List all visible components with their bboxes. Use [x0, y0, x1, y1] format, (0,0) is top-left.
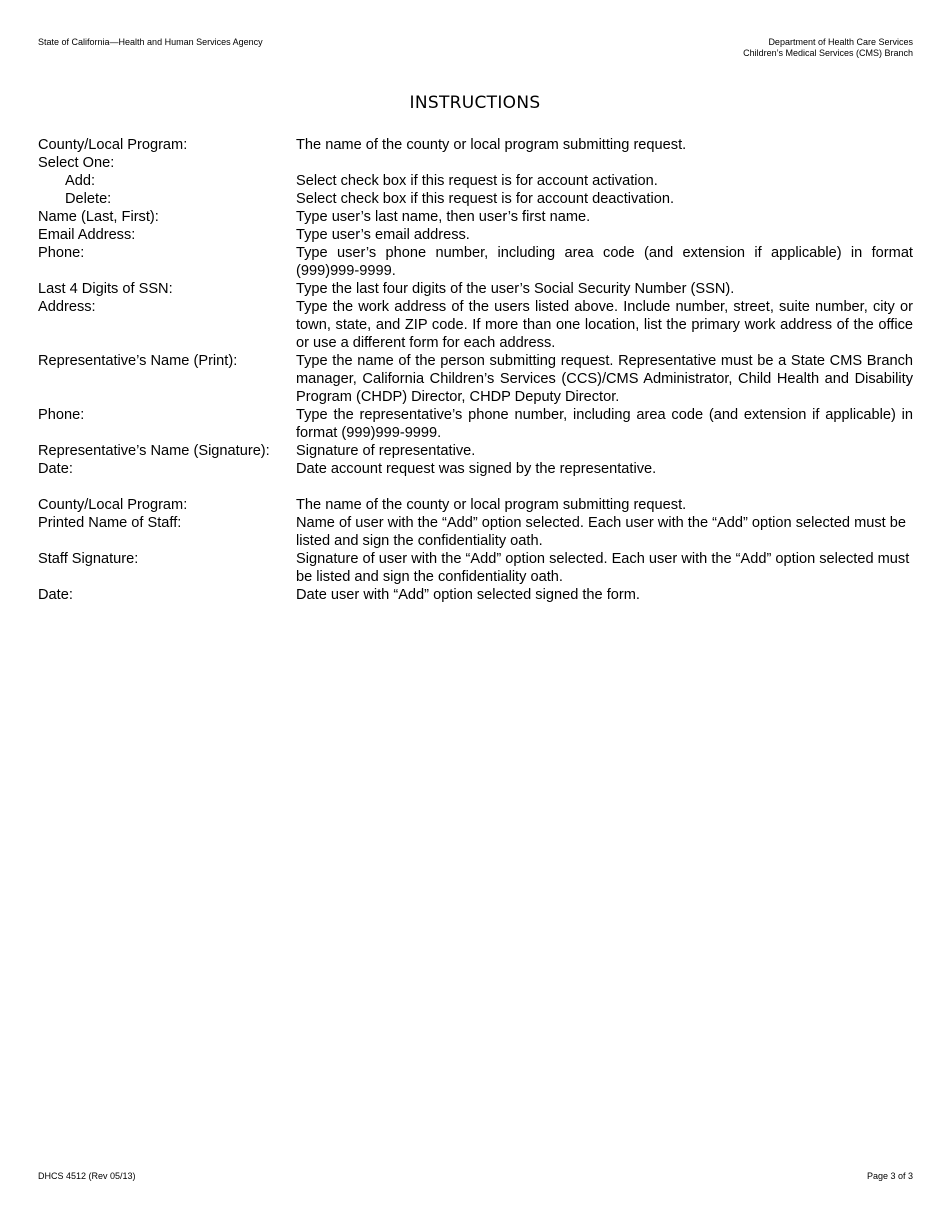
instruction-row [38, 244, 913, 280]
instruction-row [38, 550, 913, 586]
instruction-row [38, 352, 913, 406]
instruction-description: The name of the county or local program submitting request. [296, 137, 687, 153]
instruction-row [38, 442, 913, 460]
instruction-label: Last 4 Digits of SSN: [38, 281, 173, 297]
header-department-block [743, 37, 913, 59]
instruction-description: Type the last four digits of the user’s Social Security Number (SSN). [296, 281, 735, 297]
instruction-description: Type user’s email address. [296, 227, 470, 243]
instruction-description: Type the name of the person submitting request. Representative must be a State CMS Branch manager, California Children’s Services (CCS)/CMS Administrator, Child Health and Disability Program (CHDP) Director, CHDP Deputy Director. [296, 353, 913, 405]
instruction-label: Printed Name of Staff: [38, 515, 182, 531]
instruction-description: Type user’s last name, then user’s first name. [296, 209, 591, 225]
instruction-label: County/Local Program: [38, 137, 188, 153]
instruction-row [38, 460, 913, 478]
instruction-description: Signature of representative. [296, 443, 476, 459]
instruction-row [38, 298, 913, 352]
instruction-label: Address: [38, 299, 96, 315]
instruction-label: Representative’s Name (Signature): [38, 443, 270, 459]
instruction-row [38, 514, 913, 550]
instruction-label: Delete: [65, 191, 112, 207]
instruction-row [38, 136, 913, 154]
instruction-row [38, 190, 913, 208]
instruction-label: Date: [38, 587, 73, 603]
instruction-label: Email Address: [38, 227, 136, 243]
instruction-row [38, 280, 913, 298]
instruction-row [38, 406, 913, 442]
instruction-label: Phone: [38, 407, 85, 423]
instruction-label: Name (Last, First): [38, 209, 159, 225]
section-spacer [38, 478, 913, 496]
instruction-row [38, 586, 913, 604]
header-agency: State of California—Health and Human Services Agency [38, 37, 263, 47]
instruction-row [38, 208, 913, 226]
footer-page-number: Page 3 of 3 [866, 1171, 913, 1181]
instruction-label: Add: [65, 173, 96, 189]
instruction-row [38, 154, 913, 172]
instruction-label: Select One: [38, 155, 115, 171]
page-title: INSTRUCTIONS [409, 93, 541, 113]
instruction-row [38, 226, 913, 244]
header-department: Department of Health Care Services [768, 37, 913, 47]
instruction-row [38, 172, 913, 190]
instruction-description: Date user with “Add” option selected signed the form. [296, 587, 640, 603]
instruction-description: Type the representative’s phone number, including area code (and extension if applicable) in format (999)999-9999. [296, 407, 913, 441]
instruction-label: Representative’s Name (Print): [38, 353, 238, 369]
instruction-row [38, 496, 913, 514]
instruction-description: Type the work address of the users listed above. Include number, street, suite number, city or town, state, and ZIP code. If more than one location, list the primary work address of the office or use a different form for each address. [296, 299, 913, 351]
instruction-description: Type user’s phone number, including area code (and extension if applicable) in format (999)999-9999. [296, 245, 913, 279]
instruction-label: Date: [38, 461, 73, 477]
instruction-description: Select check box if this request is for account deactivation. [296, 191, 675, 207]
instruction-description: Name of user with the “Add” option selected. Each user with the “Add” option selected must be listed and sign the confidentiality oath. [296, 515, 907, 549]
instruction-description: Select check box if this request is for account activation. [296, 173, 658, 189]
footer-form-id: DHCS 4512 (Rev 05/13) [38, 1171, 136, 1181]
instruction-label: Staff Signature: [38, 551, 139, 567]
instruction-label: Phone: [38, 245, 85, 261]
instruction-description: Date account request was signed by the representative. [296, 461, 657, 477]
instructions-list [38, 136, 913, 604]
instruction-label: County/Local Program: [38, 497, 188, 513]
instruction-description: The name of the county or local program submitting request. [296, 497, 687, 513]
instruction-description: Signature of user with the “Add” option selected. Each user with the “Add” option selected must be listed and sign the confidentiality oath. [296, 551, 910, 585]
header-branch: Children’s Medical Services (CMS) Branch [743, 48, 913, 58]
